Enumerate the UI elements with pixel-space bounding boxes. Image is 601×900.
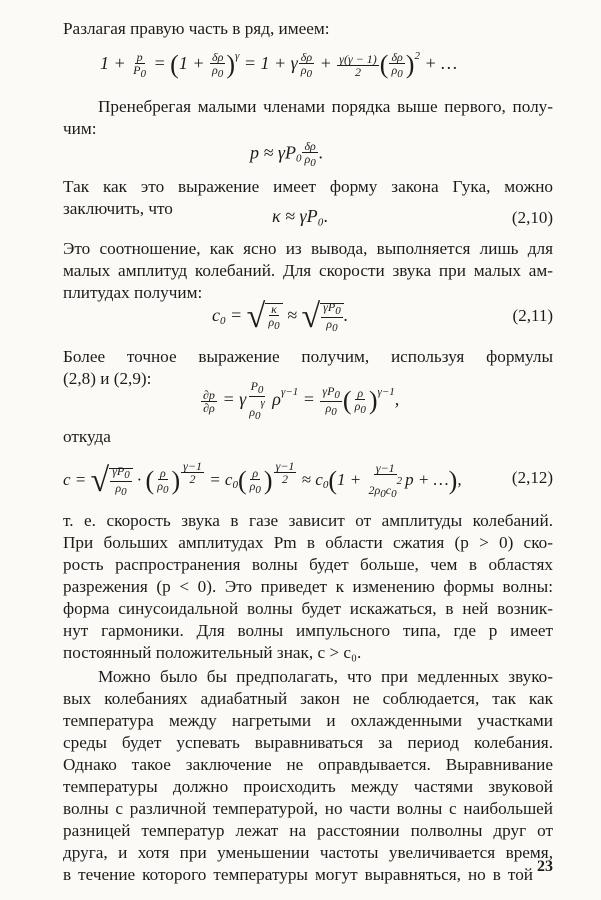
page-number: 23: [537, 858, 553, 875]
equation-c0: $c_0$ = √ $\frac{\kappa}{\rho 0}$ ≈ √ $\frac{\gamma P0}{\rho 0}$ .: [212, 298, 349, 335]
text-line: Разлагая правую часть в ряд, имеем:: [63, 19, 330, 38]
text-line: Пренебрегая малыми членами порядка выше первого, полу-: [98, 97, 553, 116]
text-line: разрежения (p < 0). Это приведет к изменению формы волны:: [63, 577, 553, 596]
text-line: температура между нагретыми и охлажденными участками: [63, 711, 553, 730]
text-line: заключить, что: [63, 199, 173, 218]
text-line: Это соотношение, как ясно из вывода, выполняется лишь для: [63, 239, 553, 258]
text-line: Более точное выражение получим, используя формулы: [63, 347, 553, 366]
equation-number: (2,11): [512, 306, 553, 325]
equation-number: (2,12): [511, 468, 553, 487]
text-line: в течение которого температуры могут выравняться, но в той: [63, 865, 533, 884]
text-line: плитудах получим:: [63, 283, 203, 302]
text-line: (2,8) и (2,9):: [63, 369, 152, 388]
text-line: откуда: [63, 427, 111, 446]
text-line: разницей температур лежат на расстоянии полволны друг от: [63, 821, 553, 840]
text-line: вых колебаниях адиабатный закон не соблюдается, так как: [63, 689, 553, 708]
equation-series: 1 + $\frac{p}{P0}$ = (1 + $\frac{\delta\rho}{\rho 0}$ )$^\gamma$ = 1 + γ $\frac{\delta\rho}{\rho 0}$ + $\frac{\gamma(\gamma - 1)}{2}$ ( $\frac{\delta\rho}{\rho 0}$ )$^2$ + …: [100, 49, 458, 80]
equation-approx-p: $p \approx \gamma P_0$ $\frac{\delta\rho}{\rho 0}$ .: [250, 139, 324, 169]
equation-c: c = √ $\frac{\gamma P0}{\rho 0}$ · ( $\frac{\rho}{\rho 0}$ ) $^{\frac{\gamma-1}{2}}$ = $c_0$( $\frac{\rho}{\rho 0}$ ) $^{\frac{\gamma-1}{2}}$ ≈ $c_0(1$ + $\frac{\gamma-1}{2\rho 0c02}$ p + …),: [63, 459, 462, 501]
equation-hooke: κ ≈ γP₀.: [272, 206, 329, 226]
equation-derivative: $\frac{\partial p}{\partial\rho}$ = γ $\frac{P0}{\rho 0\gamma}$ $\rho^{\gamma-1}$ = $\frac{\gamma P0}{\rho 0}$ ( $\frac{\rho}{\rho 0}$ )$^{\gamma-1}$,: [203, 379, 400, 422]
text-line: т. е. скорость звука в газе зависит от амплитуды колебаний.: [63, 511, 553, 530]
text-line: постоянный положительный знак, c > c₀.: [63, 643, 362, 662]
text-line: Однако такое заключение не оправдывается. Выравнивание: [63, 755, 553, 774]
text-line: Можно было бы предполагать, что при медленных звуко-: [98, 667, 553, 686]
text-line: среды будет успевать выравниваться за период колебания.: [63, 733, 553, 752]
text-line: рость распространения волны будет больше, чем в областях: [63, 555, 553, 574]
text-line: нут гармоники. Для волны импульсного типа, где p имеет: [63, 621, 553, 640]
text-line: чим:: [63, 119, 97, 138]
text-line: волны с различной температурой, но части волны с наибольшей: [63, 799, 553, 818]
text-line: друга, и хотя при уменьшении частоты увеличивается время,: [63, 843, 553, 862]
text-line: температуры должно происходить между частями звуковой: [63, 777, 553, 796]
equation-number: (2,10): [511, 208, 553, 227]
text-line: Так как это выражение имеет форму закона Гука, можно: [63, 177, 553, 196]
text-line: малых амплитуд колебаний. Для скорости звука при малых ам-: [63, 261, 553, 280]
text-line: форма синусоидальной волны будет искажаться, в ней возник-: [63, 599, 553, 618]
text-line: При больших амплитудах Pm в области сжатия (p > 0) ско-: [63, 533, 553, 552]
